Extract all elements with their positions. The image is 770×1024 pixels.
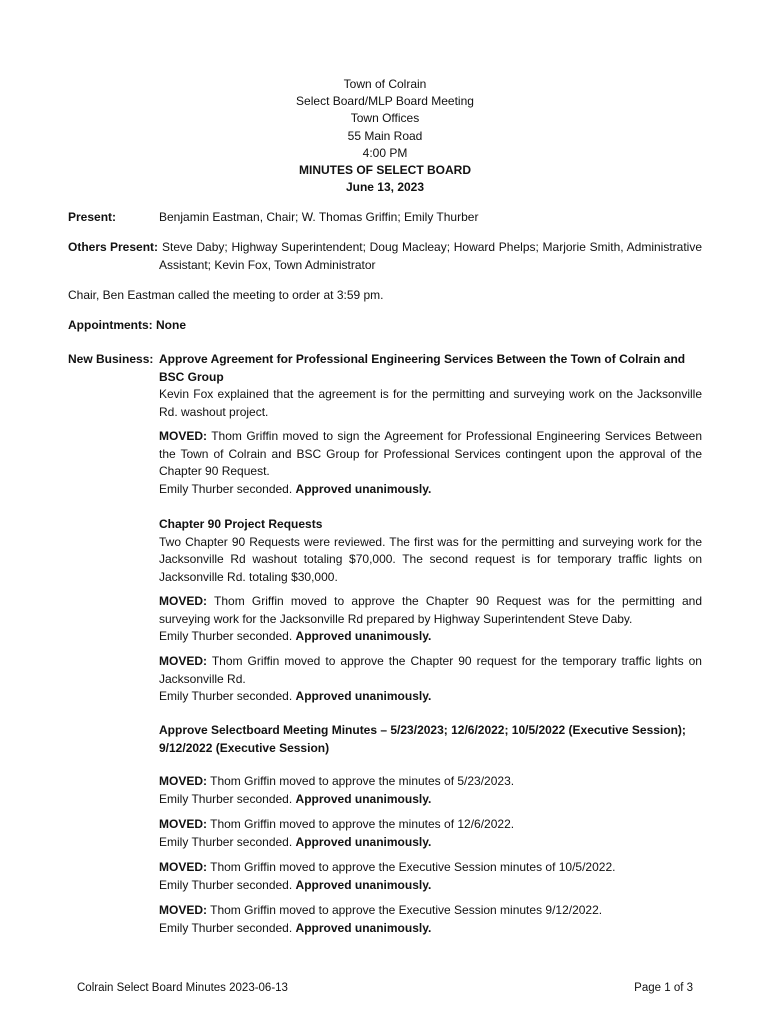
- seconded-text: Emily Thurber seconded.: [159, 791, 293, 806]
- motion-chapter-90-lights: [159, 653, 702, 706]
- item-heading: Chapter 90 Project Requests: [159, 517, 323, 531]
- motion-text: Thom Griffin moved to approve the Executive Session minutes 9/12/2022.: [210, 903, 603, 917]
- meeting-date: June 13, 2023: [345, 180, 425, 195]
- motion-chapter-90-survey: [159, 593, 702, 646]
- moved-label: MOVED:: [159, 594, 207, 608]
- item-bsc-agreement: [159, 351, 702, 421]
- present-section: [68, 209, 702, 227]
- motion-minutes-5-23: [159, 773, 702, 808]
- seconded-text: Emily Thurber seconded.: [159, 834, 293, 849]
- moved-label: MOVED:: [159, 860, 207, 874]
- moved-label: MOVED:: [159, 429, 207, 443]
- meeting-time: 4:00 PM: [362, 145, 408, 160]
- others-present-text: Steve Daby; Highway Superintendent; Doug Macleay; Howard Phelps; Marjorie Smith, Administrative Assistant; Kevin Fox, Town Administrator: [159, 240, 702, 272]
- result-text: Approved unanimously.: [295, 481, 432, 496]
- item-description: Kevin Fox explained that the agreement is for the permitting and surveying work on the Jacksonville Rd. washout project.: [159, 387, 702, 419]
- meeting-location: Town Offices: [350, 111, 420, 126]
- town-name: Town of Colrain: [343, 77, 427, 91]
- document-header: [0, 76, 770, 196]
- seconded-text: Emily Thurber seconded.: [159, 920, 293, 935]
- motion-text: Thom Griffin moved to approve the minutes of 12/6/2022.: [210, 817, 515, 831]
- appointments-section: [68, 317, 702, 335]
- item-heading: Approve Agreement for Professional Engineering Services Between the Town of Colrain and BSC Group: [159, 352, 686, 384]
- meeting-name: Select Board/MLP Board Meeting: [296, 94, 474, 109]
- footer-page-number: Page 1 of 3: [634, 982, 693, 994]
- present-label: Present:: [68, 210, 117, 224]
- item-chapter-90: [159, 516, 702, 586]
- result-text: Approved unanimously.: [295, 629, 432, 644]
- footer-document-name: Colrain Select Board Minutes 2023-06-13: [77, 982, 288, 994]
- result-text: Approved unanimously.: [295, 791, 432, 806]
- new-business-label: New Business:: [68, 352, 154, 366]
- moved-label: MOVED:: [159, 774, 207, 788]
- seconded-text: Emily Thurber seconded.: [159, 629, 293, 644]
- motion-bsc-agreement: [159, 428, 702, 498]
- result-text: Approved unanimously.: [295, 877, 432, 892]
- result-text: Approved unanimously.: [295, 689, 432, 704]
- others-present-section: [68, 239, 702, 274]
- result-text: Approved unanimously.: [295, 834, 432, 849]
- result-text: Approved unanimously.: [295, 920, 432, 935]
- present-text: Benjamin Eastman, Chair; W. Thomas Griffin; Emily Thurber: [159, 210, 479, 224]
- motion-text: Thom Griffin moved to approve the Chapter 90 Request was for the permitting and surveying work for the Jacksonville Rd prepared by Highway Superintendent Steve Daby.: [159, 594, 702, 626]
- moved-label: MOVED:: [159, 903, 207, 917]
- item-description: Two Chapter 90 Requests were reviewed. The first was for the permitting and surveying work for the Jacksonville Rd washout totaling $70,000. The second request is for temporary traffic lights on Jacksonville Rd. totaling $30,000.: [159, 534, 702, 584]
- item-minutes-approval: [159, 722, 702, 757]
- motion-text: Thom Griffin moved to approve the minutes of 5/23/2023.: [210, 774, 515, 788]
- motion-text: Thom Griffin moved to approve the Chapter 90 request for the temporary traffic lights on Jacksonville Rd.: [159, 654, 702, 686]
- seconded-text: Emily Thurber seconded.: [159, 689, 293, 704]
- appointments-value: None: [156, 318, 186, 332]
- moved-label: MOVED:: [159, 817, 207, 831]
- motion-minutes-9-12: [159, 902, 702, 937]
- moved-label: MOVED:: [159, 654, 207, 668]
- seconded-text: Emily Thurber seconded.: [159, 877, 293, 892]
- document-title: MINUTES OF SELECT BOARD: [298, 163, 471, 178]
- appointments-label: Appointments:: [68, 318, 153, 332]
- motion-minutes-10-5: [159, 859, 702, 894]
- motion-minutes-12-6: [159, 816, 702, 851]
- motion-text: Thom Griffin moved to approve the Executive Session minutes of 10/5/2022.: [210, 860, 616, 874]
- item-heading: Approve Selectboard Meeting Minutes – 5/23/2023; 12/6/2022; 10/5/2022 (Executive Session); 9/12/2022 (Executive Session): [159, 723, 686, 755]
- meeting-address: 55 Main Road: [347, 128, 423, 143]
- motion-text: Thom Griffin moved to sign the Agreement for Professional Engineering Services Between the Town of Colrain and BSC Group for Professional Services contingent upon the approval of the Chapter 90 Request.: [159, 429, 702, 479]
- others-present-label: Others Present:: [68, 240, 159, 254]
- seconded-text: Emily Thurber seconded.: [159, 481, 293, 496]
- call-to-order: Chair, Ben Eastman called the meeting to order at 3:59 pm.: [68, 288, 384, 302]
